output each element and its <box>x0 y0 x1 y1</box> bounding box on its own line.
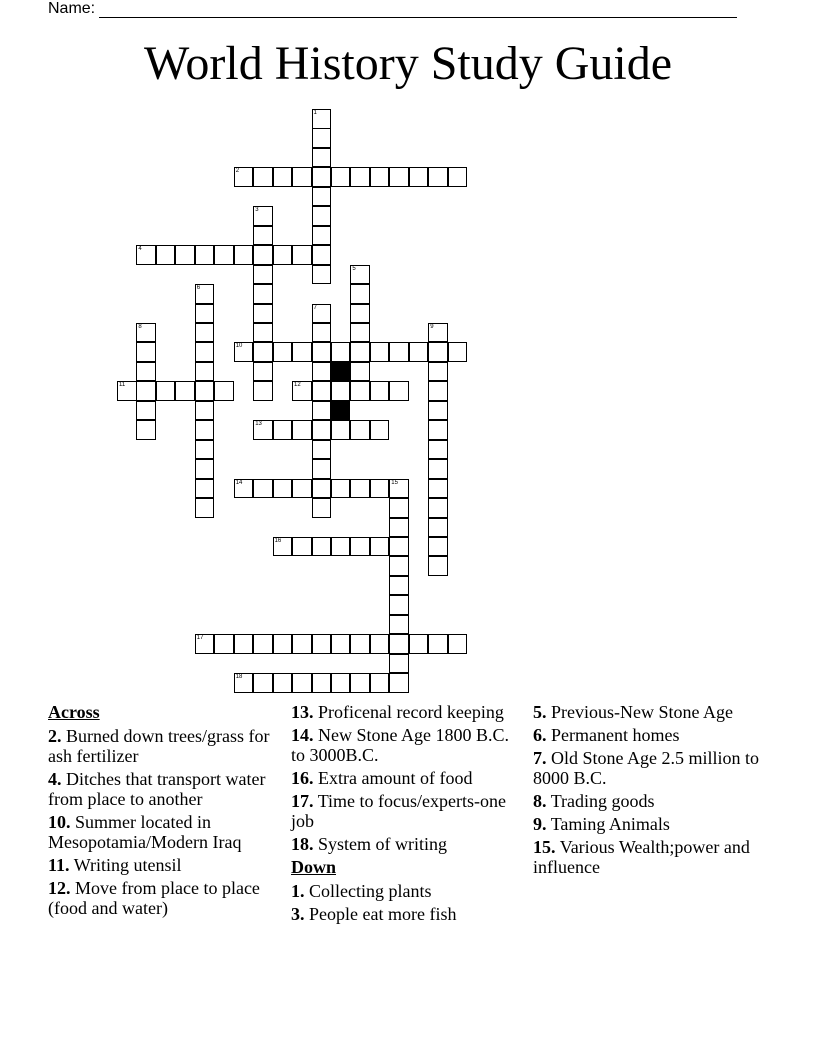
clue-text: Extra amount of food <box>318 768 473 788</box>
cell-number: 1 <box>313 110 317 116</box>
crossword-cell[interactable] <box>312 265 332 285</box>
clue-column-1 <box>48 702 284 921</box>
crossword-cell[interactable] <box>448 167 468 187</box>
crossword-cell[interactable] <box>350 284 370 304</box>
crossword-cell[interactable] <box>409 167 429 187</box>
crossword-cell[interactable] <box>292 245 312 265</box>
crossword-cell[interactable] <box>370 420 390 440</box>
crossword-cell[interactable] <box>253 206 273 226</box>
crossword-cell[interactable] <box>389 479 409 499</box>
crossword-cell[interactable] <box>136 323 156 343</box>
crossword-cell[interactable] <box>350 673 370 693</box>
crossword-cell[interactable] <box>331 634 351 654</box>
crossword-cell[interactable] <box>428 167 448 187</box>
crossword-cell[interactable] <box>253 362 273 382</box>
across-clue <box>48 769 284 809</box>
crossword-cell[interactable] <box>214 381 234 401</box>
crossword-cell[interactable] <box>428 342 448 362</box>
crossword-cell[interactable] <box>350 265 370 285</box>
crossword-cell[interactable] <box>292 381 312 401</box>
crossword-cell[interactable] <box>195 440 215 460</box>
crossword-cell[interactable] <box>428 440 448 460</box>
across-heading: Across <box>48 702 100 722</box>
clue-number: 1. <box>291 881 305 901</box>
crossword-cell[interactable] <box>234 634 254 654</box>
crossword-cell[interactable] <box>273 245 293 265</box>
crossword-cell[interactable] <box>312 634 332 654</box>
crossword-cell[interactable] <box>350 479 370 499</box>
clue-text: Collecting plants <box>309 881 432 901</box>
crossword-cell[interactable] <box>312 187 332 207</box>
crossword-cell[interactable] <box>175 245 195 265</box>
crossword-cell[interactable] <box>350 342 370 362</box>
crossword-cell[interactable] <box>389 381 409 401</box>
crossword-cell[interactable] <box>195 362 215 382</box>
name-label: Name: <box>48 0 96 17</box>
crossword-cell[interactable] <box>253 265 273 285</box>
crossword-cell[interactable] <box>428 634 448 654</box>
crossword-cell[interactable] <box>253 634 273 654</box>
clue-number: 10. <box>48 812 71 832</box>
across-clue <box>291 834 527 854</box>
crossword-cell[interactable] <box>312 362 332 382</box>
crossword-cell[interactable] <box>292 479 312 499</box>
crossword-cell[interactable] <box>350 323 370 343</box>
clue-number: 17. <box>291 791 314 811</box>
crossword-cell[interactable] <box>389 498 409 518</box>
crossword-cell[interactable] <box>428 479 448 499</box>
clue-number: 14. <box>291 725 314 745</box>
crossword-cell[interactable] <box>273 342 293 362</box>
crossword-cell[interactable] <box>428 381 448 401</box>
clue-text: System of writing <box>318 834 447 854</box>
crossword-cell[interactable] <box>195 284 215 304</box>
crossword-cell[interactable] <box>253 323 273 343</box>
crossword-cell[interactable] <box>370 342 390 362</box>
crossword-cell[interactable] <box>312 498 332 518</box>
crossword-cell[interactable] <box>253 226 273 246</box>
crossword-cell[interactable] <box>312 226 332 246</box>
across-clue <box>291 702 527 722</box>
clue-text: Time to focus/experts-one job <box>291 791 506 831</box>
cell-number: 12 <box>294 382 301 389</box>
crossword-cell[interactable] <box>428 556 448 576</box>
crossword-cell[interactable] <box>370 673 390 693</box>
crossword-cell[interactable] <box>195 401 215 421</box>
clue-text: Taming Animals <box>550 814 670 834</box>
crossword-cell[interactable] <box>273 167 293 187</box>
cell-number: 4 <box>138 246 142 253</box>
across-clue <box>291 791 527 831</box>
crossword-cell[interactable] <box>389 673 409 693</box>
crossword-cell[interactable] <box>370 381 390 401</box>
crossword-cell[interactable] <box>136 362 156 382</box>
crossword-cell[interactable] <box>350 304 370 324</box>
crossword-cell[interactable] <box>117 381 137 401</box>
cell-number: 9 <box>430 323 434 330</box>
crossword-cell[interactable] <box>428 420 448 440</box>
crossword-cell[interactable] <box>312 401 332 421</box>
clue-number: 16. <box>291 768 314 788</box>
crossword-cell[interactable] <box>136 245 156 265</box>
clue-number: 11. <box>48 855 70 875</box>
crossword-cell[interactable] <box>253 479 273 499</box>
cell-number: 2 <box>235 168 240 175</box>
crossword-cell[interactable] <box>350 537 370 557</box>
clue-number: 8. <box>533 791 547 811</box>
clue-text: Various Wealth;power and influence <box>533 837 750 877</box>
cell-number: 17 <box>196 635 204 642</box>
crossword-cell[interactable] <box>253 342 273 362</box>
clue-number: 6. <box>533 725 547 745</box>
crossword-cell[interactable] <box>312 537 332 557</box>
clue-text: New Stone Age 1800 B.C. to 3000B.C. <box>291 725 509 765</box>
crossword-cell[interactable] <box>370 167 390 187</box>
crossword-cell[interactable] <box>350 381 370 401</box>
crossword-cell[interactable] <box>312 381 332 401</box>
clue-text: Proficenal record keeping <box>318 702 504 722</box>
crossword-cell[interactable] <box>312 479 332 499</box>
crossword-block-cell <box>331 362 351 382</box>
across-clue <box>291 768 527 788</box>
crossword-cell[interactable] <box>389 342 409 362</box>
crossword-cell[interactable] <box>195 342 215 362</box>
crossword-cell[interactable] <box>389 167 409 187</box>
clue-text: Permanent homes <box>551 725 680 745</box>
crossword-cell[interactable] <box>409 342 429 362</box>
crossword-cell[interactable] <box>370 537 390 557</box>
crossword-cell[interactable] <box>292 537 312 557</box>
crossword-cell[interactable] <box>370 479 390 499</box>
clue-text: Old Stone Age 2.5 million to 8000 B.C. <box>533 748 760 788</box>
cell-number: 13 <box>255 421 262 428</box>
crossword-cell[interactable] <box>389 556 409 576</box>
crossword-cell[interactable] <box>195 304 215 324</box>
crossword-cell[interactable] <box>156 245 176 265</box>
crossword-cell[interactable] <box>428 401 448 421</box>
across-clue <box>291 725 527 765</box>
crossword-cell[interactable] <box>195 323 215 343</box>
clue-number: 12. <box>48 878 71 898</box>
down-clue <box>291 881 527 901</box>
crossword-cell[interactable] <box>312 128 332 148</box>
cell-number: 15 <box>391 479 398 486</box>
crossword-cell[interactable] <box>389 518 409 538</box>
crossword-cell[interactable] <box>312 109 332 129</box>
clue-text: Previous-New Stone Age <box>551 702 733 722</box>
crossword-cell[interactable] <box>331 381 351 401</box>
crossword-cell[interactable] <box>389 595 409 615</box>
crossword-cell[interactable] <box>273 537 293 557</box>
down-clue <box>533 814 769 834</box>
crossword-cell[interactable] <box>195 498 215 518</box>
crossword-cell[interactable] <box>195 459 215 479</box>
crossword-cell[interactable] <box>312 304 332 324</box>
crossword-cell[interactable] <box>253 673 273 693</box>
crossword-cell[interactable] <box>253 381 273 401</box>
down-clue <box>533 748 769 788</box>
crossword-cell[interactable] <box>234 245 254 265</box>
crossword-cell[interactable] <box>312 420 332 440</box>
across-clue <box>48 812 284 852</box>
clue-number: 13. <box>291 702 314 722</box>
crossword-cell[interactable] <box>389 537 409 557</box>
cell-number: 5 <box>352 265 356 272</box>
down-clue <box>533 702 769 722</box>
crossword-cell[interactable] <box>253 167 273 187</box>
crossword-cell[interactable] <box>175 381 195 401</box>
crossword-cell[interactable] <box>214 634 234 654</box>
crossword-cell[interactable] <box>350 634 370 654</box>
clue-text: People eat more fish <box>309 904 457 924</box>
crossword-cell[interactable] <box>312 148 332 168</box>
crossword-cell[interactable] <box>136 342 156 362</box>
crossword-cell[interactable] <box>389 634 409 654</box>
crossword-cell[interactable] <box>331 420 351 440</box>
clue-number: 9. <box>533 814 547 834</box>
clue-number: 4. <box>48 769 62 789</box>
crossword-cell[interactable] <box>312 342 332 362</box>
crossword-cell[interactable] <box>312 167 332 187</box>
crossword-cell[interactable] <box>253 245 273 265</box>
cell-number: 8 <box>138 323 142 330</box>
crossword-cell[interactable] <box>428 459 448 479</box>
crossword-cell[interactable] <box>312 206 332 226</box>
clue-number: 3. <box>291 904 305 924</box>
crossword-cell[interactable] <box>292 634 312 654</box>
page-title: World History Study Guide <box>143 37 673 90</box>
crossword-cell[interactable] <box>214 245 234 265</box>
crossword-cell[interactable] <box>331 673 351 693</box>
crossword-cell[interactable] <box>331 342 351 362</box>
clue-column-3 <box>533 702 769 880</box>
crossword-cell[interactable] <box>253 284 273 304</box>
crossword-cell[interactable] <box>312 673 332 693</box>
crossword-cell[interactable] <box>312 459 332 479</box>
crossword-cell[interactable] <box>136 401 156 421</box>
cell-number: 11 <box>119 382 126 389</box>
crossword-cell[interactable] <box>331 479 351 499</box>
crossword-cell[interactable] <box>292 673 312 693</box>
down-clue <box>291 904 527 924</box>
down-clue <box>533 725 769 745</box>
crossword-cell[interactable] <box>195 479 215 499</box>
crossword-cell[interactable] <box>350 167 370 187</box>
clue-text: Move from place to place (food and water) <box>48 878 260 918</box>
cell-number: 18 <box>235 674 243 680</box>
crossword-cell[interactable] <box>195 245 215 265</box>
crossword-cell[interactable] <box>273 634 293 654</box>
crossword-cell[interactable] <box>195 381 215 401</box>
crossword-cell[interactable] <box>292 167 312 187</box>
crossword-cell[interactable] <box>234 673 254 693</box>
clue-number: 5. <box>533 702 547 722</box>
crossword-cell[interactable] <box>234 167 254 187</box>
down-heading: Down <box>291 857 337 877</box>
cell-number: 10 <box>235 343 243 350</box>
crossword-cell[interactable] <box>312 440 332 460</box>
crossword-cell[interactable] <box>253 420 273 440</box>
crossword-cell[interactable] <box>136 420 156 440</box>
clue-number: 7. <box>533 748 547 768</box>
cell-number: 6 <box>196 285 201 291</box>
clue-text: Writing utensil <box>73 855 182 875</box>
crossword-cell[interactable] <box>273 420 293 440</box>
crossword-cell[interactable] <box>273 673 293 693</box>
clue-number: 18. <box>291 834 314 854</box>
across-clue <box>48 726 284 766</box>
crossword-cell[interactable] <box>331 537 351 557</box>
crossword-cell[interactable] <box>350 420 370 440</box>
crossword-cell[interactable] <box>389 654 409 674</box>
clue-number: 15. <box>533 837 556 857</box>
crossword-cell[interactable] <box>234 479 254 499</box>
clue-column-2 <box>291 702 527 927</box>
crossword-cell[interactable] <box>448 342 468 362</box>
cell-number: 16 <box>274 537 282 544</box>
clue-text: Summer located in Mesopotamia/Modern Iraq <box>48 812 242 852</box>
crossword-cell[interactable] <box>409 634 429 654</box>
crossword-cell[interactable] <box>428 498 448 518</box>
crossword-cell[interactable] <box>253 304 273 324</box>
down-clue <box>533 791 769 811</box>
crossword-block-cell <box>331 401 351 421</box>
across-clue <box>48 878 284 918</box>
crossword-cell[interactable] <box>389 576 409 596</box>
clue-text: Ditches that transport water from place to another <box>48 769 266 809</box>
crossword-cell[interactable] <box>428 362 448 382</box>
crossword-cell[interactable] <box>156 381 176 401</box>
crossword-cell[interactable] <box>312 245 332 265</box>
clue-text: Burned down trees/grass for ash fertilizer <box>48 726 270 766</box>
crossword-cell[interactable] <box>428 537 448 557</box>
cell-number: 3 <box>255 207 259 214</box>
crossword-cell[interactable] <box>312 323 332 343</box>
crossword-cell[interactable] <box>448 634 468 654</box>
down-clue <box>533 837 769 877</box>
crossword-cell[interactable] <box>195 420 215 440</box>
crossword-cell[interactable] <box>292 342 312 362</box>
crossword-cell[interactable] <box>428 518 448 538</box>
clue-text: Trading goods <box>550 791 655 811</box>
cell-number: 14 <box>235 479 243 486</box>
crossword-cell[interactable] <box>331 167 351 187</box>
crossword-cell[interactable] <box>273 479 293 499</box>
crossword-cell[interactable] <box>136 381 156 401</box>
across-clue <box>48 855 284 875</box>
crossword-cell[interactable] <box>389 615 409 635</box>
crossword-cell[interactable] <box>350 362 370 382</box>
crossword-cell[interactable] <box>428 323 448 343</box>
crossword-cell[interactable] <box>292 420 312 440</box>
crossword-cell[interactable] <box>234 342 254 362</box>
cell-number: 7 <box>313 304 317 311</box>
crossword-cell[interactable] <box>370 634 390 654</box>
crossword-cell[interactable] <box>195 634 215 654</box>
clue-number: 2. <box>48 726 62 746</box>
